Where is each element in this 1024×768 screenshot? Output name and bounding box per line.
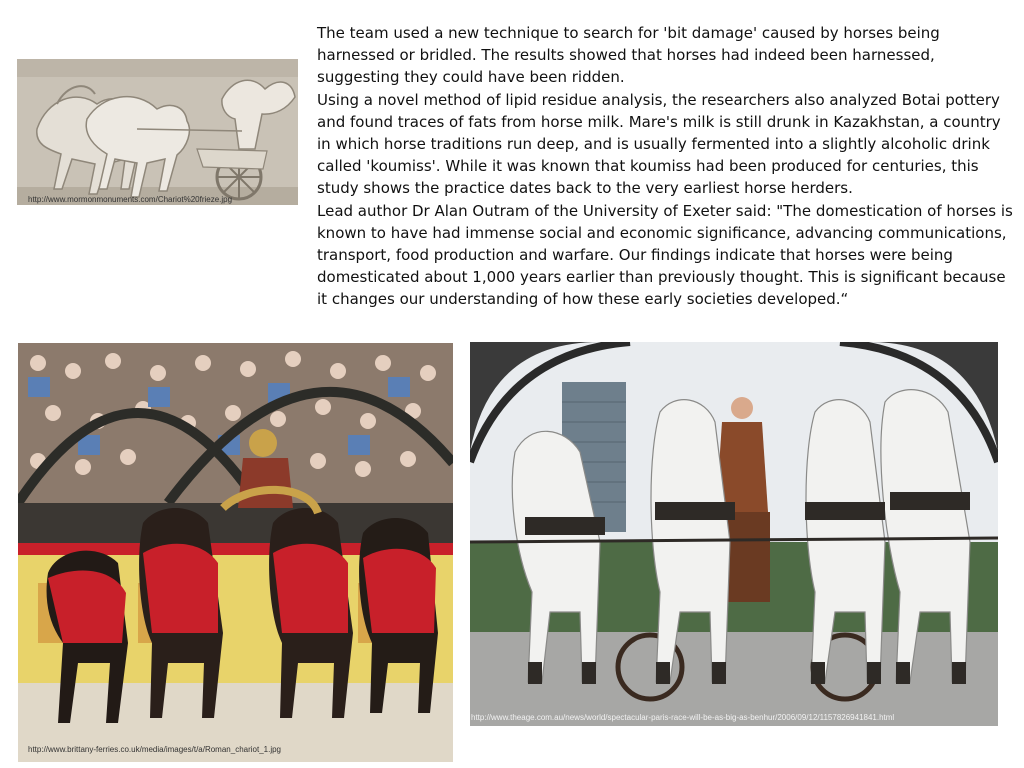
paragraph-bit-damage: The team used a new technique to search for 'bit damage' caused by horses being harnessed or bridled. The results showed that horses had indeed been harnessed, suggesting they could have been ridden. (317, 24, 940, 87)
paris-chariot-image (470, 342, 998, 726)
chariot-relief-image (17, 59, 298, 205)
article-text (317, 22, 1019, 311)
relief-image-caption[interactable]: http://www.mormonmonuments.com/Chariot%20frieze.jpg (28, 195, 233, 204)
arena-chariot-image (18, 343, 453, 762)
paris-image-caption[interactable]: http://www.theage.com.au/news/world/spectacular-paris-race-will-be-as-big-as-benhur/2006/09/12/1157826941841.html (471, 713, 895, 722)
arena-image-caption[interactable]: http://www.brittany-ferries.co.uk/media/images/t/a/Roman_chariot_1.jpg (28, 745, 282, 754)
paragraph-author-quote: Lead author Dr Alan Outram of the University of Exeter said: "The domestication of horses is known to have had immense social and economic significance, advancing communications, transport, food production and warfare. Our findings indicate that horses were being domesticated about 1,000 years earlier than previously thought. This is significant because it changes our understanding of how these early societies developed.“ (317, 201, 1013, 309)
paragraph-lipid-analysis: Using a novel method of lipid residue analysis, the researchers also analyzed Botai pottery and found traces of fats from horse milk. Mare's milk is still drunk in Kazakhstan, a country in which horse traditions run deep, and is usually fermented into a slightly alcoholic drink called 'koumiss'. While it was known that koumiss had been produced for centuries, this study shows the practice dates back to the very earliest horse herders. (317, 90, 1001, 198)
